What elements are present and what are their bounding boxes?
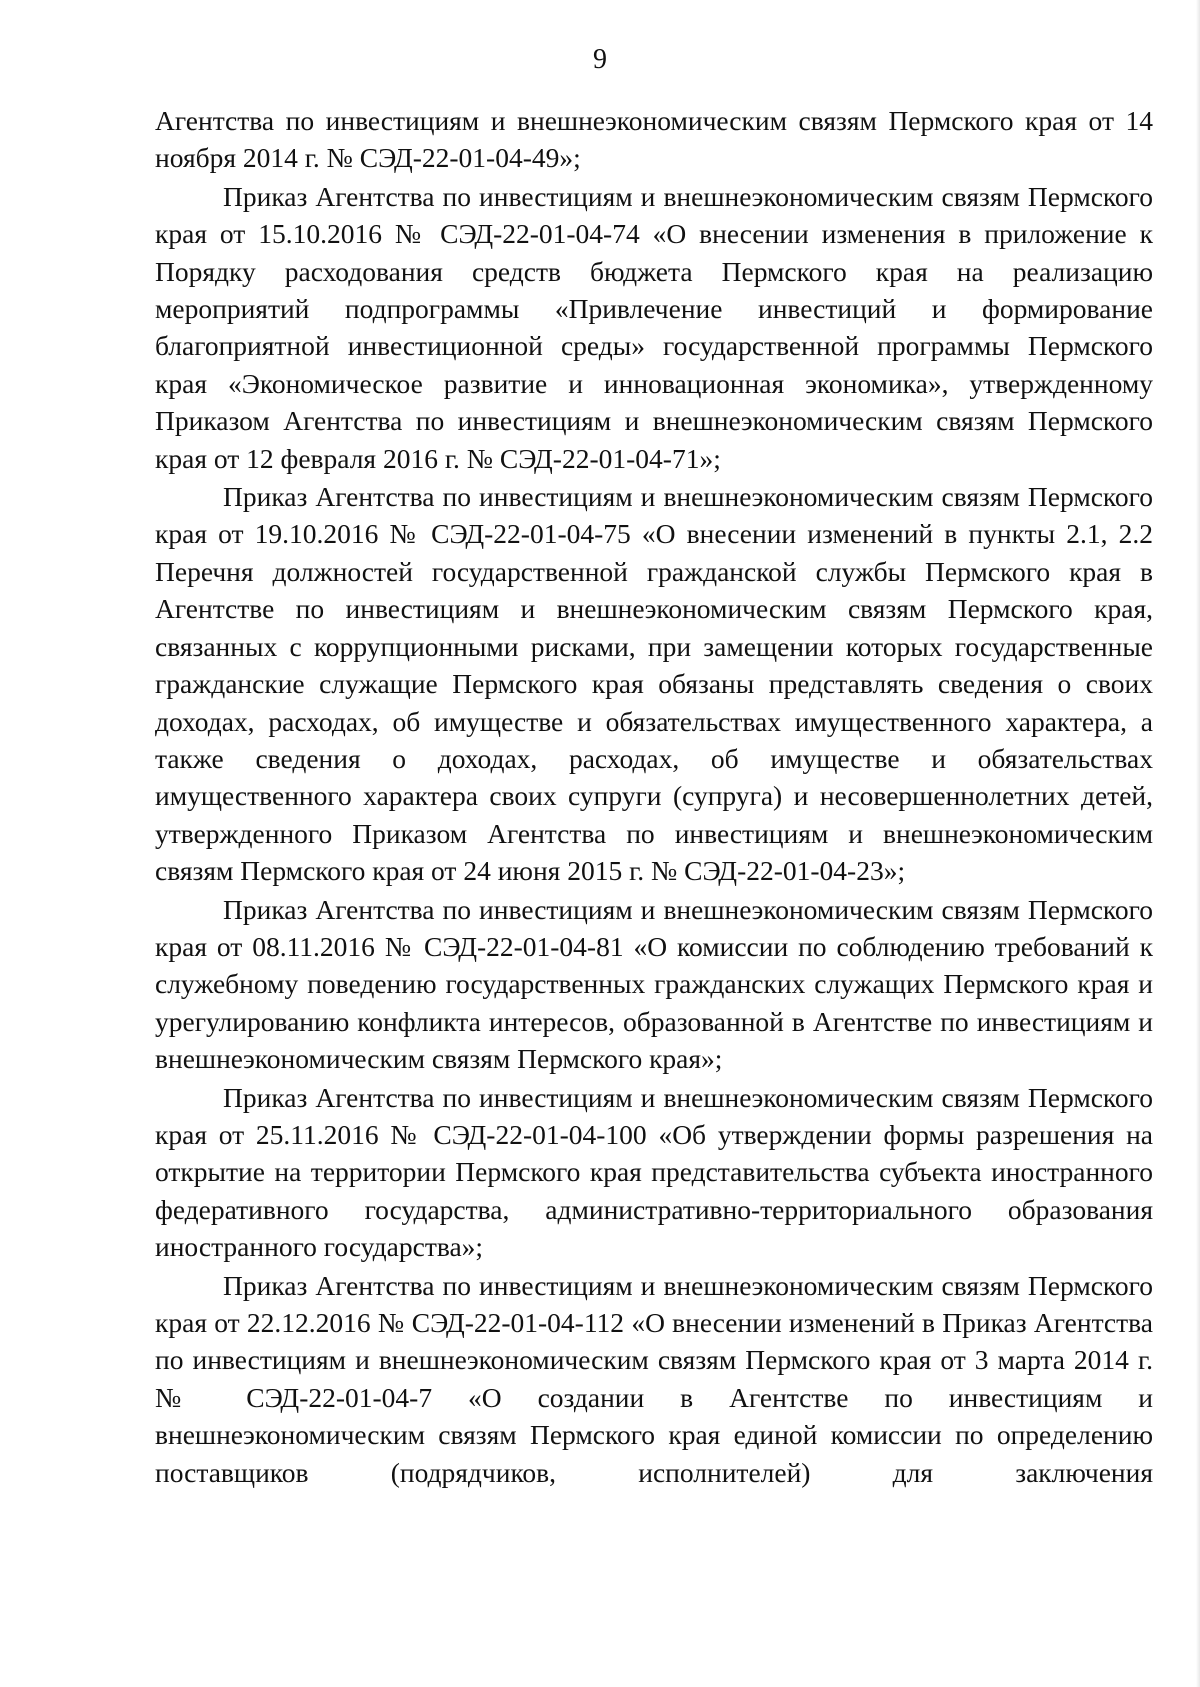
paragraph-order-2016-10-15: Приказ Агентства по инвестициям и внешнеэкономическим связям Пермского края от 15.10.2016 № СЭД-22-01-04-74 «О внесении изменения в приложение к Порядку расходования средств бюджета Пермского края на реализацию мероприятий подпрограммы «Привлечение инвестиций и формирование благоприятной инвестиционной среды» государственной программы Пермского края «Экономическое развитие и инновационная экономика», утвержденному Приказом Агентства по инвестициям и внешнеэкономическим связям Пермского края от 12 февраля 2016 г. № СЭД-22-01-04-71»; [155, 180, 1153, 474]
paragraph-continuation: Агентства по инвестициям и внешнеэкономическим связям Пермского края от 14 ноября 2014 г. № СЭД-22-01-04-49»; [155, 105, 1153, 174]
paragraph-order-2016-11-08: Приказ Агентства по инвестициям и внешнеэкономическим связям Пермского края от 08.11.2016 № СЭД-22-01-04-81 «О комиссии по соблюдению требований к служебному поведению государственных гражданских служащих Пермского края и урегулированию конфликта интересов, образованной в Агентстве по инвестициям и внешнеэкономическим связям Пермского края»; [155, 893, 1153, 1075]
paragraph-order-2016-12-22: Приказ Агентства по инвестициям и внешнеэкономическим связям Пермского края от 22.12.2016 № СЭД-22-01-04-112 «О внесении изменений в Приказ Агентства по инвестициям и внешнеэкономическим связям Пермского края от 3 марта 2014 г. № СЭД-22-01-04-7 «О создании в Агентстве по инвестициям и внешнеэкономическим связям Пермского края единой комиссии по определению поставщиков (подрядчиков, исполнителей) для заключения [155, 1269, 1153, 1488]
document-body [155, 102, 1153, 1492]
page-number: 9 [593, 44, 607, 75]
paragraph-order-2016-11-25: Приказ Агентства по инвестициям и внешнеэкономическим связям Пермского края от 25.11.2016 № СЭД-22-01-04-100 «Об утверждении формы разрешения на открытие на территории Пермского края представительства субъекта иностранного федеративного государства, административно-территориального образования иностранного государства»; [155, 1081, 1153, 1263]
paragraph-order-2016-10-19: Приказ Агентства по инвестициям и внешнеэкономическим связям Пермского края от 19.10.2016 № СЭД-22-01-04-75 «О внесении изменений в пункты 2.1, 2.2 Перечня должностей государственной гражданской службы Пермского края в Агентстве по инвестициям и внешнеэкономическим связям Пермского края, связанных с коррупционными рисками, при замещении которых государственные гражданские служащие Пермского края обязаны представлять сведения о своих доходах, расходах, об имуществе и обязательствах имущественного характера, а также сведения о доходах, расходах, об имуществе и обязательствах имущественного характера своих супруги (супруга) и несовершеннолетних детей, утвержденного Приказом Агентства по инвестициям и внешнеэкономическим связям Пермского края от 24 июня 2015 г. № СЭД-22-01-04-23»; [155, 481, 1153, 887]
scan-edge [1196, 0, 1200, 1687]
